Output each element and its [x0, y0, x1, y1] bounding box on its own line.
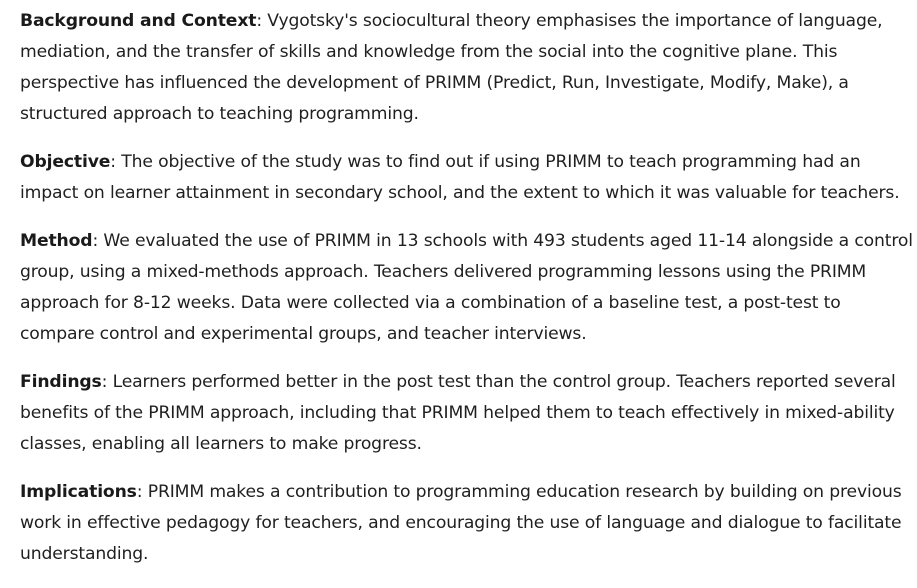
heading-separator: :: [101, 372, 113, 392]
section-heading: Method: [20, 231, 93, 251]
section-findings: [20, 367, 917, 460]
section-text: Learners performed better in the post test than the control group. Teachers reported several benefits of the PRIMM approach, including that PRIMM helped them to teach effectively in mixed-ability classes, enabling all learners to make progress.: [20, 372, 896, 454]
section-text: Vygotsky's sociocultural theory emphasises the importance of language, mediation, and the transfer of skills and knowledge from the social into the cognitive plane. This perspective has influenced the development of PRIMM (Predict, Run, Investigate, Modify, Make), a structured approach to teaching programming.: [20, 11, 883, 124]
section-text: We evaluated the use of PRIMM in 13 schools with 493 students aged 11-14 alongside a control group, using a mixed-methods approach. Teachers delivered programming lessons using the PRIMM approach for 8-12 weeks. Data were collected via a combination of a baseline test, a post-test to compare control and experimental groups, and teacher interviews.: [20, 231, 913, 344]
heading-separator: :: [92, 231, 104, 251]
section-heading: Objective: [20, 152, 111, 172]
section-method: [20, 226, 917, 350]
section-implications: [20, 477, 917, 570]
section-text: PRIMM makes a contribution to programming education research by building on previous work in effective pedagogy for teachers, and encouraging the use of language and dialogue to facilitate understanding.: [20, 482, 902, 564]
heading-separator: :: [110, 152, 122, 172]
section-heading: Background and Context: [20, 11, 257, 31]
heading-separator: :: [256, 11, 268, 31]
section-background-and-context: [20, 6, 917, 130]
abstract-body: [20, 6, 917, 587]
section-heading: Findings: [20, 372, 102, 392]
section-objective: [20, 147, 917, 209]
section-heading: Implications: [20, 482, 137, 502]
heading-separator: :: [136, 482, 148, 502]
section-text: The objective of the study was to find out if using PRIMM to teach programming had an impact on learner attainment in secondary school, and the extent to which it was valuable for teachers.: [20, 152, 900, 203]
